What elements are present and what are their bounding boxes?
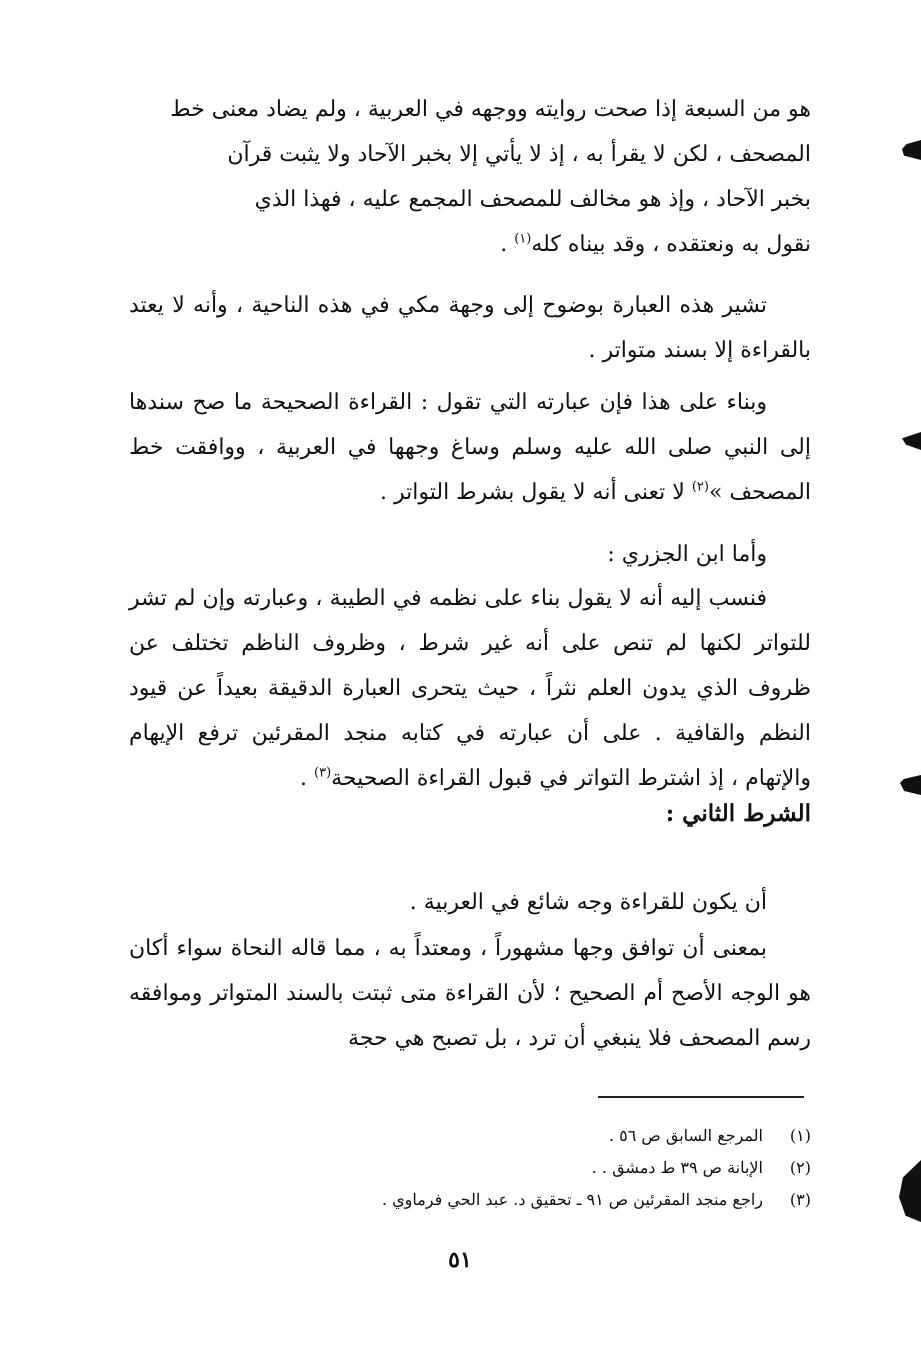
paragraph-4: وأما ابن الجزري : — [607, 542, 767, 567]
paragraph-1-line-2: المصحف ، لكن لا يقرأ به ، إذ لا يأتي إلا بخبر الآحاد ولا يثبت قرآن — [227, 142, 811, 167]
paragraph-7-block — [129, 926, 811, 1061]
paragraph-3-block — [129, 380, 811, 515]
footnote-number: (٢) — [789, 1158, 811, 1177]
footnote-text: راجع منجد المقرئين ص ٩١ ـ تحقيق د. عبد الحي فرماوي . — [381, 1190, 763, 1209]
footnote-ref-1[interactable]: (١) — [514, 231, 532, 247]
footnote-number: (٣) — [789, 1190, 811, 1209]
paragraph-3 — [129, 380, 811, 515]
footnote-number: (١) — [789, 1126, 811, 1145]
footnote-2 — [129, 1152, 811, 1184]
scan-edge-mark — [902, 140, 921, 160]
page-number: ٥١ — [448, 1247, 472, 1273]
paragraph-1-end: . — [500, 232, 515, 257]
paragraph-2: تشير هذه العبارة بوضوح إلى وجهة مكي في هذه الناحية ، وأنه لا يعتد بالقراءة إلا بسند متواتر . — [129, 293, 811, 363]
scan-edge-mark — [899, 1160, 921, 1222]
footnote-1 — [129, 1120, 811, 1152]
paragraph-3-text: وبناء على هذا فإن عبارته التي تقول : القراءة الصحيحة ما صح سندها إلى النبي صلى الله عليه وسلم وساغ وجهها في العربية ، ووافقت خط المصحف » — [129, 390, 811, 505]
footnote-text: المرجع السابق ص ٥٦ . — [608, 1126, 763, 1145]
paragraph-1-line-4: نقول به ونعتقده ، وقد بيناه كله — [531, 232, 811, 257]
footnote-separator — [598, 1096, 804, 1098]
paragraph-5 — [129, 576, 811, 801]
footnote-ref-2[interactable]: (٢) — [691, 479, 709, 495]
paragraph-5-block — [129, 576, 811, 801]
paragraph-1-line-1: هو من السبعة إذا صحت روايته ووجهه في العربية ، ولم يضاد معنى خط — [170, 97, 811, 122]
paragraph-1-line-3: بخبر الآحاد ، وإذ هو مخالف للمصحف المجمع عليه ، فهذا الذي — [254, 187, 811, 212]
scan-edge-mark — [902, 432, 921, 450]
paragraph-5-text: فنسب إليه أنه لا يقول بناء على نظمه في الطيبة ، وعبارته وإن لم تشر للتواتر لكنها لم تنص على أنه غير شرط ، وظروف الناظم تختلف عن ظروف الذي يدون العلم نثراً ، حيث يتحرى العبارة الدقيقة بعيداً عن قيود النظم والقافية . على أن عبارته في كتابه منجد المقرئين ترفع الإيهام والإتهام ، إذ اشترط التواتر في قبول القراءة الصحيحة — [129, 586, 811, 791]
footnote-text: الإبانة ص ٣٩ ط دمشق . . — [591, 1158, 763, 1177]
section-heading-block — [129, 791, 811, 836]
paragraph-5-end: . — [300, 766, 315, 791]
footnote-ref-3[interactable]: (٣) — [314, 765, 332, 781]
paragraph-2-block — [129, 283, 811, 373]
scan-edge-mark — [900, 775, 921, 795]
footnote-3 — [129, 1184, 811, 1216]
paragraph-continuation — [129, 87, 811, 267]
paragraph-3-end: لا تعنى أنه لا يقول بشرط التواتر . — [380, 480, 692, 505]
paragraph-4-block — [129, 532, 811, 577]
paragraph-7: بمعنى أن توافق وجها مشهوراً ، ومعتداً به ، مما قاله النحاة سواء أكان هو الوجه الأصح أم الصحيح ؛ لأن القراءة متى ثبتت بالسند المتواتر وموافقه رسم المصحف فلا ينبغي أن ترد ، بل تصبح هي حجة — [129, 936, 811, 1051]
paragraph-6-block — [129, 880, 811, 925]
section-heading: الشرط الثاني : — [665, 800, 811, 827]
paragraph-1 — [129, 87, 811, 267]
paragraph-6: أن يكون للقراءة وجه شائع في العربية . — [409, 890, 767, 915]
footnotes — [129, 1120, 811, 1216]
